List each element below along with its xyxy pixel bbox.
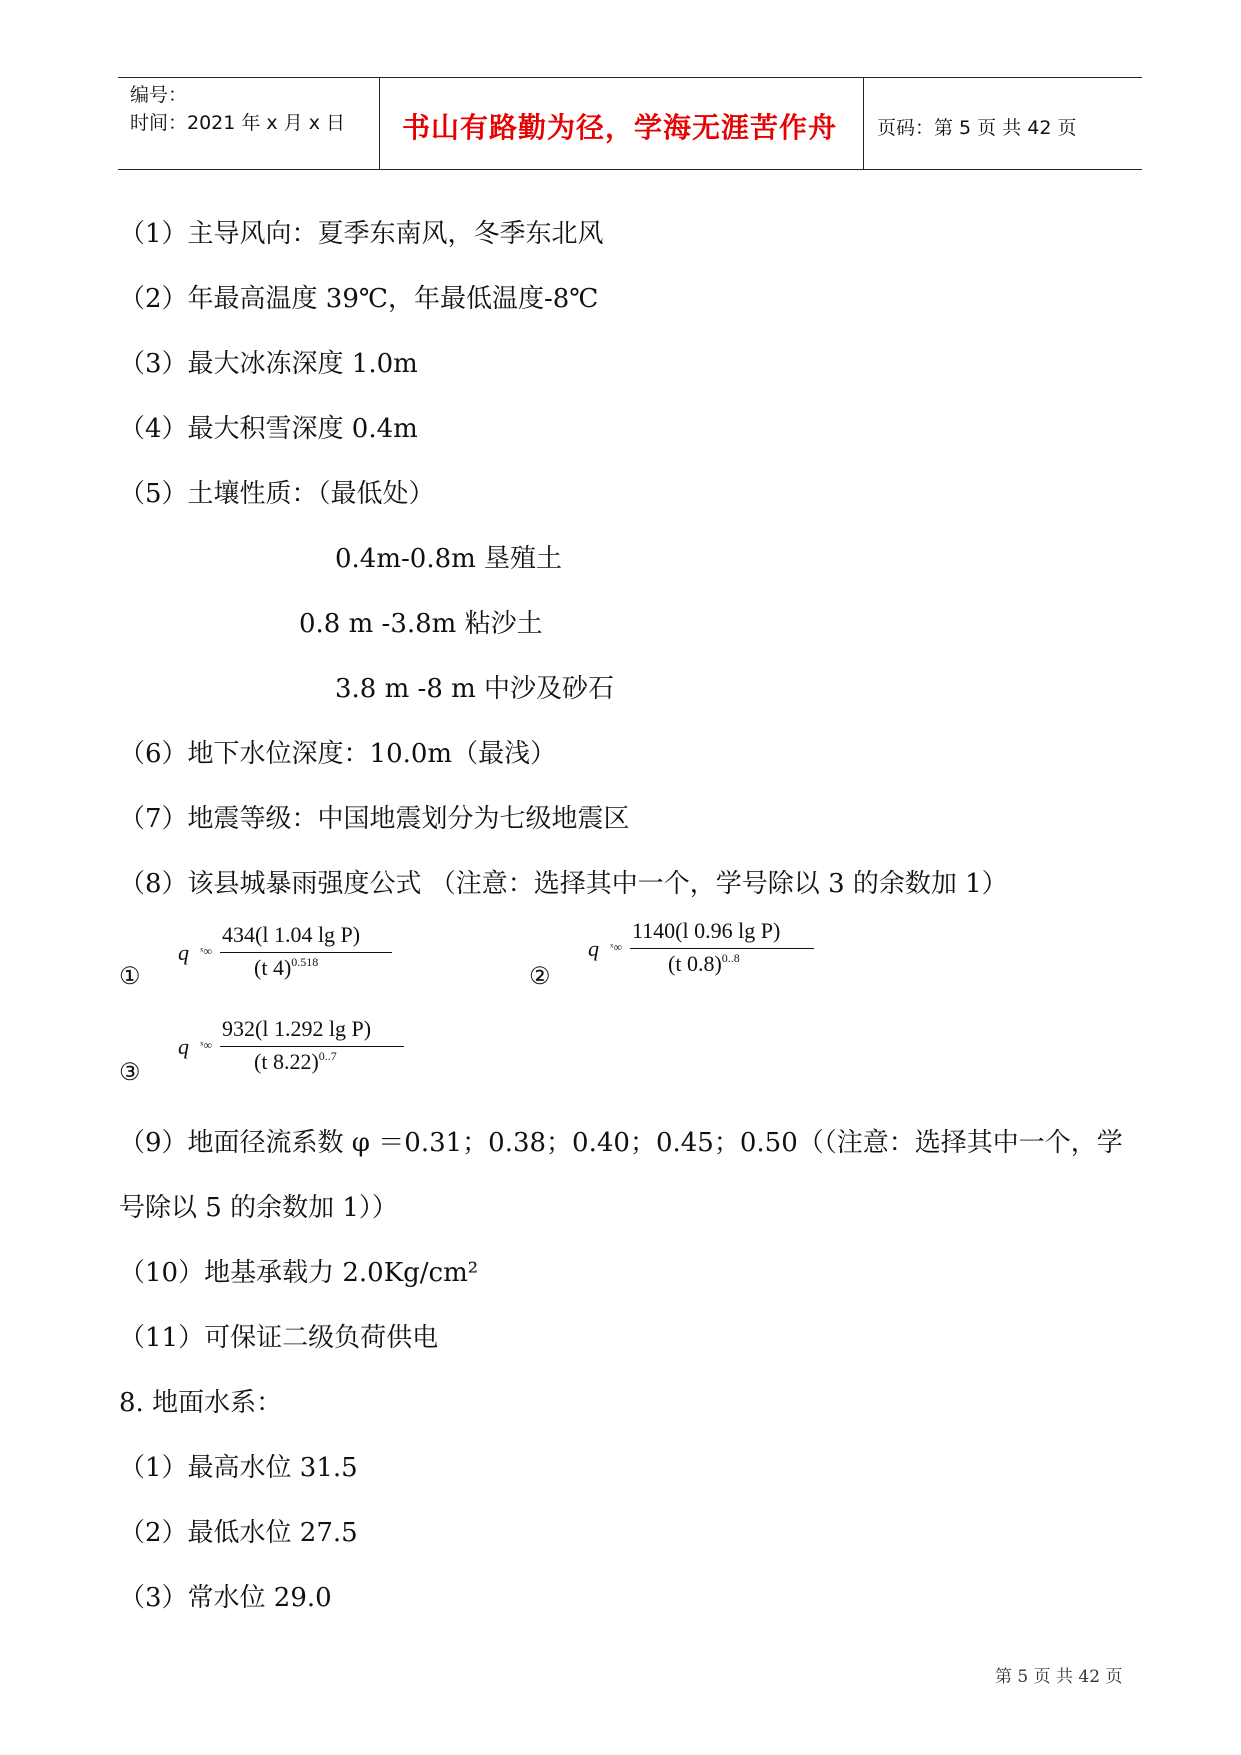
item-soil-properties: （5）土壤性质：（最低处） — [119, 479, 435, 509]
item-frost-depth: （3）最大冰冻深度 1.0m — [119, 349, 418, 379]
formula-3-marker: ③ — [119, 1058, 141, 1086]
header-page-label: 页码：第 5 页 共 42 页 — [877, 117, 1077, 139]
formula-2-fraction-bar — [630, 948, 814, 949]
item-highest-water-level: （1）最高水位 31.5 — [119, 1453, 358, 1483]
header-divider-left — [379, 77, 380, 169]
formula-1-marker: ① — [119, 962, 141, 990]
formula-1-equals: ˣ∞ — [200, 944, 213, 958]
page-footer: 第 5 页 共 42 页 — [995, 1667, 1123, 1687]
header-top-rule — [118, 77, 1142, 78]
item-lowest-water-level: （2）最低水位 27.5 — [119, 1518, 358, 1548]
section-surface-water: 8. 地面水系： — [119, 1388, 283, 1418]
item-wind-direction: （1）主导风向：夏季东南风，冬季东北风 — [119, 219, 604, 249]
formula-1 — [178, 922, 408, 992]
item-temperature: （2）年最高温度 39℃，年最低温度-8℃ — [119, 284, 599, 314]
formula-2-numerator: 1140(l 0.96 lg P) — [632, 918, 781, 943]
formula-3 — [178, 1016, 418, 1086]
header-time-label: 时间：2021 年 x 月 x 日 — [130, 112, 346, 134]
header-bottom-rule — [118, 169, 1142, 170]
header-number-label: 编号： — [130, 84, 188, 106]
formula-1-q: q — [178, 940, 189, 965]
formula-2-equals: ˣ∞ — [610, 940, 623, 954]
header-motto: 书山有路勤为径，学海无涯苦作舟 — [402, 111, 838, 144]
formula-2 — [588, 918, 828, 988]
soil-layer-1: 0.4m-0.8m 垦殖土 — [335, 544, 563, 574]
item-rainfall-formula: （8）该县城暴雨强度公式 （注意：选择其中一个，学号除以 3 的余数加 1） — [119, 869, 1008, 899]
item-earthquake: （7）地震等级：中国地震划分为七级地震区 — [119, 804, 630, 834]
formula-3-denominator: (t 8.22)$^{0..7}$ — [254, 1049, 337, 1074]
formula-3-numerator: 932(l 1.292 lg P) — [222, 1016, 372, 1041]
item-bearing-capacity: （10）地基承载力 2.0Kg/cm² — [119, 1258, 479, 1288]
formula-2-denominator: (t 0.8)$^{0..8}$ — [668, 951, 740, 976]
formula-3-fraction-bar — [220, 1046, 404, 1047]
formula-1-denominator: (t 4)$^{0.518}$ — [254, 955, 319, 980]
formula-2-marker: ② — [529, 962, 551, 990]
formula-3-equals: ˣ∞ — [200, 1038, 213, 1052]
item-snow-depth: （4）最大积雪深度 0.4m — [119, 414, 418, 444]
item-power-supply: （11）可保证二级负荷供电 — [119, 1323, 439, 1353]
formula-1-fraction-bar — [220, 952, 392, 953]
item-runoff-coefficient-cont: 号除以 5 的余数加 1）） — [119, 1193, 398, 1223]
formula-2-q: q — [588, 936, 599, 961]
header-divider-right — [863, 77, 864, 169]
soil-layer-3: 3.8 m -8 m 中沙及砂石 — [335, 674, 615, 704]
item-groundwater: （6）地下水位深度：10.0m（最浅） — [119, 739, 557, 769]
soil-layer-2: 0.8 m -3.8m 粘沙土 — [299, 609, 543, 639]
item-runoff-coefficient: （9）地面径流系数 φ ＝0.31；0.38；0.40；0.45；0.50（（注意：选择其中一个，学 — [119, 1128, 1123, 1158]
item-normal-water-level: （3）常水位 29.0 — [119, 1583, 332, 1613]
formula-1-numerator: 434(l 1.04 lg P) — [222, 922, 361, 947]
formula-3-q: q — [178, 1034, 189, 1059]
